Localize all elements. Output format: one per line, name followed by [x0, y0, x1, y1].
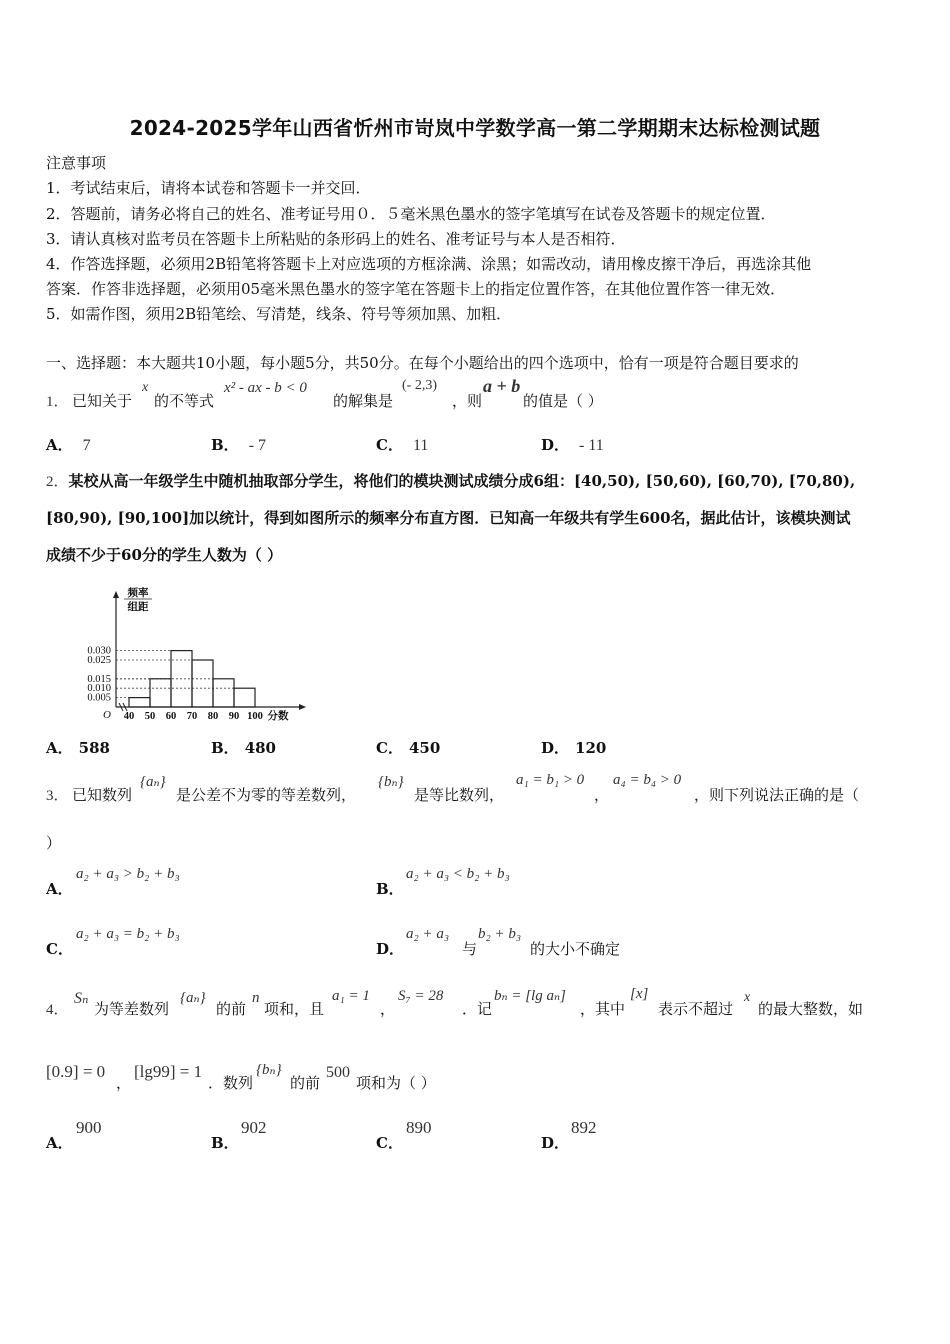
question-number: 2． — [46, 474, 69, 490]
y-axis-arrow — [113, 591, 119, 598]
option-text: 的大小不确定 — [530, 940, 621, 958]
question-text: ， — [594, 786, 610, 804]
option-label: A． — [46, 1134, 73, 1152]
question-2-line: [80,90), [90,100]加以统计，得到如图所示的频率分布直方图．已知高一年级共有学生600名，据此估计，该模块测试 — [46, 509, 851, 527]
option-value: a₂ + a₃ — [406, 926, 450, 942]
option-d[interactable] — [541, 434, 604, 455]
math-var: x — [142, 380, 149, 395]
question-text: ．记 — [462, 1000, 493, 1018]
option-label: C． — [376, 436, 403, 454]
x-tick-label: 100 — [247, 711, 263, 722]
option-a[interactable] — [46, 434, 91, 455]
x-axis-label: 分数 — [267, 711, 289, 722]
math-cond: a₁ = b₁ > 0 — [516, 772, 585, 788]
option-label: C． — [376, 739, 403, 757]
option-value: a₂ + a₃ < b₂ + b₃ — [406, 866, 510, 882]
origin-label: O — [103, 709, 111, 721]
histogram-bar — [129, 698, 150, 707]
option-value: a₂ + a₃ = b₂ + b₃ — [76, 926, 180, 942]
question-number: 3． — [46, 788, 69, 804]
question-text: 的解集是 — [333, 392, 394, 410]
math-example: [lg99] = 1 — [134, 1062, 203, 1081]
y-tick-label: 0.015 — [87, 673, 111, 685]
option-label: B． — [211, 739, 239, 757]
option-value: 900 — [76, 1118, 102, 1137]
question-4-line2 — [46, 1058, 546, 1094]
question-text: 是公差不为零的等差数列， — [176, 786, 357, 804]
question-text: 项和，且 — [264, 1000, 325, 1018]
option-c[interactable] — [376, 737, 440, 758]
math-seq: {bₙ} — [378, 774, 404, 790]
note-line: 5．如需作图，须用2B铅笔绘、写清楚，线条、符号等须加黑、加粗． — [46, 305, 512, 323]
option-value: 11 — [412, 437, 429, 454]
question-text: 表示不超过 — [658, 1000, 734, 1018]
histogram-bar — [234, 688, 255, 707]
x-tick-label: 60 — [165, 711, 177, 722]
y-tick-label: 0.010 — [87, 683, 111, 695]
y-tick-label: 0.030 — [87, 645, 111, 657]
question-2-line — [46, 470, 855, 491]
math-var: x — [744, 990, 751, 1005]
math-var: [x] — [630, 986, 649, 1002]
math-def: bₙ = [lg aₙ] — [494, 988, 566, 1004]
option-label: D． — [376, 940, 405, 958]
histogram-bar — [150, 679, 171, 707]
option-value: a₂ + a₃ > b₂ + b₃ — [76, 866, 180, 882]
note-line: 2．答题前，请务必将自己的姓名、准考证号用０．５毫米黑色墨水的签字笔填写在试卷及答题卡的规定位置． — [46, 205, 776, 223]
math-cond: a₄ = b₄ > 0 — [613, 772, 682, 788]
section-heading: 一、选择题：本大题共10小题，每小题5分，共50分。在每个小题给出的四个选项中，恰有一项是符合题目要求的 — [46, 354, 799, 372]
question-text: 的不等式 — [154, 392, 215, 410]
question-text: 的前 — [290, 1074, 321, 1092]
question-text: 项和为（ ） — [356, 1074, 436, 1092]
note-line: 答案．作答非选择题，必须用05毫米黑色墨水的签字笔在答题卡上的指定位置作答，在其他位置作答一律无效． — [46, 280, 786, 298]
question-3 — [46, 768, 906, 808]
math-inequality: x² - ax - b < 0 — [224, 380, 307, 396]
option-value: - 11 — [579, 437, 604, 454]
question-text: 的值是（ ） — [523, 392, 603, 410]
question-text: ， — [380, 1000, 396, 1018]
option-label: D． — [541, 739, 570, 757]
option-value: - 7 — [248, 437, 267, 454]
question-text: 的前 — [216, 1000, 247, 1018]
option-d[interactable] — [541, 737, 606, 758]
x-tick-label: 70 — [186, 711, 198, 722]
question-4 — [46, 984, 906, 1024]
question-text: ．数列 — [208, 1074, 254, 1092]
y-tick-label: 0.025 — [87, 655, 111, 666]
math-cond: a₁ = 1 — [332, 988, 370, 1004]
math-expr: a + b — [483, 376, 521, 396]
question-text: ， — [116, 1074, 132, 1092]
math-example: [0.9] = 0 — [46, 1062, 106, 1081]
question-text: ） — [46, 834, 62, 852]
math-var: Sₙ — [74, 990, 89, 1007]
option-value: 7 — [82, 437, 91, 454]
option-value: 120 — [575, 739, 607, 757]
histogram-chart — [70, 585, 315, 725]
question-text: 的最大整数，如 — [758, 1000, 864, 1018]
math-set: (- 2,3) — [402, 378, 437, 393]
option-label: B． — [376, 880, 404, 898]
option-label: B． — [211, 1134, 239, 1152]
option-label: C． — [376, 1134, 403, 1152]
option-value: b₂ + b₃ — [478, 926, 522, 942]
question-2-line: 成绩不少于60分的学生人数为（ ） — [46, 546, 283, 564]
math-number: 500 — [326, 1064, 350, 1081]
question-text: 为等差数列 — [94, 1000, 170, 1018]
option-value: 450 — [408, 739, 441, 757]
math-var: n — [252, 990, 260, 1006]
math-seq: {aₙ} — [180, 990, 206, 1006]
x-axis-arrow — [299, 704, 306, 710]
math-cond: S₇ = 28 — [398, 988, 444, 1004]
x-tick-label: 50 — [144, 711, 156, 722]
page-title: 2024-2025学年山西省忻州市岢岚中学数学高一第二学期期末达标检测试题 — [129, 116, 821, 140]
note-line: 4．作答选择题，必须用2B铅笔将答题卡上对应选项的方框涂满、涂黑；如需改动，请用橡皮擦干净后，再选涂其他 — [46, 255, 812, 273]
option-value: 892 — [571, 1118, 597, 1137]
y-label-top: 频率 — [127, 588, 149, 599]
x-tick-label: 90 — [228, 711, 240, 722]
question-text: 某校从高一年级学生中随机抽取部分学生，将他们的模块测试成绩分成6组：[40,50), [50,60), [60,70), [70,80), — [68, 472, 856, 490]
math-seq: {bₙ} — [256, 1062, 282, 1078]
question-text: ，其中 — [580, 1000, 626, 1018]
option-text: 与 — [462, 940, 478, 958]
option-c[interactable] — [376, 434, 428, 455]
option-label: A． — [46, 436, 73, 454]
option-b[interactable] — [211, 434, 266, 455]
y-label-bottom: 组距 — [127, 602, 149, 613]
x-tick-label: 40 — [123, 711, 135, 722]
note-line: 1．考试结束后，请将本试卷和答题卡一并交回． — [46, 179, 371, 197]
y-tick-label: 0.005 — [87, 692, 111, 704]
option-a[interactable] — [46, 737, 110, 758]
option-label: C． — [46, 940, 73, 958]
question-number: 1． — [46, 394, 69, 410]
question-text: ，则 — [452, 392, 483, 410]
question-text: 已知关于 — [72, 392, 133, 410]
question-number: 4． — [46, 1002, 69, 1018]
option-label: A． — [46, 739, 73, 757]
option-label: B． — [211, 436, 239, 454]
question-text: ，则下列说法正确的是（ — [694, 786, 860, 804]
option-value: 902 — [241, 1118, 267, 1137]
x-tick-label: 80 — [207, 711, 219, 722]
option-value: 890 — [406, 1118, 432, 1137]
notes-heading: 注意事项 — [46, 154, 107, 172]
histogram-bar — [192, 660, 213, 707]
option-label: D． — [541, 436, 570, 454]
question-text: 已知数列 — [72, 786, 133, 804]
option-value: 588 — [78, 739, 110, 757]
option-value: 480 — [244, 739, 276, 757]
note-line: 3．请认真核对监考员在答题卡上所粘贴的条形码上的姓名、准考证号与本人是否相符． — [46, 230, 626, 248]
histogram-bar — [213, 679, 234, 707]
question-text: 是等比数列， — [414, 786, 505, 804]
option-b[interactable] — [211, 737, 276, 758]
math-seq: {aₙ} — [140, 774, 166, 790]
option-label: A． — [46, 880, 73, 898]
option-d[interactable] — [376, 926, 676, 956]
option-label: D． — [541, 1134, 570, 1152]
